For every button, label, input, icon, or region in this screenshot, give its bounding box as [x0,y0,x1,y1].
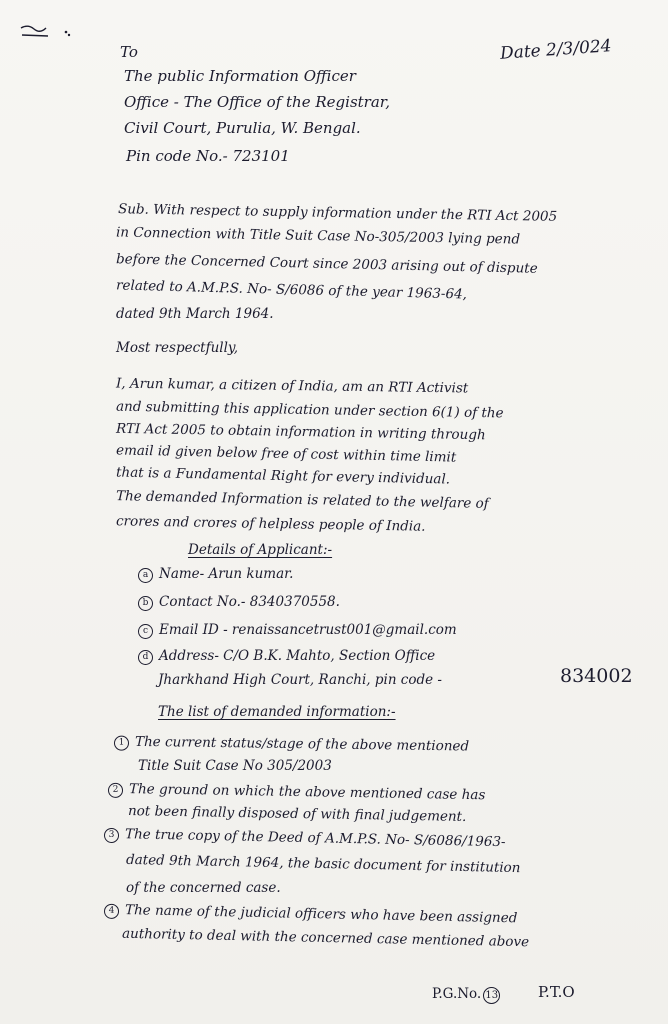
corner-scribble [18,20,78,44]
body-line-2: and submitting this application under section 6(1) of the [115,398,504,422]
applicant-email-text: Email ID - renaissancetrust001@gmail.com [159,622,457,638]
demanded-item-4-line-2: authority to deal with the concerned case mentioned above [121,925,530,951]
demanded-item-3-line-2: dated 9th March 1964, the basic document for institution [125,851,521,877]
demanded-item-1 [114,734,469,756]
page-number-prefix: P.G.No. [432,986,482,1002]
demanded-item-1-line-1: The current status/stage of the above mentioned [134,733,470,755]
item-marker: 1 [114,736,129,751]
recipient-office: Office - The Office of the Registrar, [124,93,391,111]
body-line-7: crores and crores of helpless people of India. [115,513,426,535]
item-marker: 4 [104,904,119,919]
demanded-item-3-line-1: The true copy of the Deed of A.M.P.S. No- S/6086/1963- [124,826,506,851]
salutation: Most respectfully, [116,340,239,356]
demanded-item-4 [104,902,518,928]
letter-date: Date 2/3/024 [499,36,613,64]
recipient-title: The public Information Officer [124,67,356,85]
demanded-item-4-line-1: The name of the judicial officers who have been assigned [124,902,518,927]
demanded-item-2 [108,781,486,805]
demanded-heading: The list of demanded information:- [158,704,396,720]
item-marker: 2 [108,783,123,798]
applicant-contact [138,594,340,611]
body-line-5: that is a Fundamental Right for every individual. [115,464,451,488]
applicant-address-cont: Jharkhand High Court, Ranchi, pin code - [158,672,442,688]
page-number [432,986,502,1004]
page-number-value: 13 [483,987,500,1004]
body-line-3: RTI Act 2005 to obtain information in writing through [115,420,486,444]
to-label: To [120,43,138,61]
subject-line-4: related to A.M.P.S. No- S/6086 of the year 1963-64, [115,277,468,303]
demanded-item-1-line-2: Title Suit Case No 305/2003 [138,758,332,774]
body-line-1: I, Arun kumar, a citizen of India, am an RTI Activist [115,375,469,397]
subject-line-3: before the Concerned Court since 2003 arising out of dispute [115,251,538,277]
applicant-address-text: Address- C/O B.K. Mahto, Section Office [159,648,436,664]
applicant-address [138,648,435,665]
item-marker: c [138,624,153,639]
applicant-contact-text: Contact No.- 8340370558. [159,594,340,610]
demanded-item-3 [104,826,506,851]
applicant-email [138,622,457,639]
applicant-pin: 834002 [560,665,633,687]
recipient-pin: Pin code No.- 723101 [126,147,290,165]
body-line-6: The demanded Information is related to the welfare of [115,488,489,512]
subject-line-5: dated 9th March 1964. [116,306,274,322]
item-marker: 3 [104,828,119,843]
body-line-4: email id given below free of cost within time limit [115,442,457,466]
recipient-court: Civil Court, Purulia, W. Bengal. [124,119,361,137]
item-marker: d [138,650,153,665]
item-marker: b [138,596,153,611]
applicant-name-text: Name- Arun kumar. [159,566,294,582]
subject-line-1: Sub. With respect to supply information under the RTI Act 2005 [117,201,558,225]
subject-line-2: in Connection with Title Suit Case No-305/2003 lying pend [115,224,521,248]
applicant-name [138,566,293,583]
demanded-item-3-line-3: of the concerned case. [126,880,281,896]
item-marker: a [138,568,153,583]
demanded-item-2-line-1: The ground on which the above mentioned case has [128,781,486,804]
demanded-item-2-line-2: not been finally disposed of with final judgement. [127,803,467,825]
applicant-heading: Details of Applicant:- [188,542,333,558]
pto-label: P.T.O [538,983,575,1001]
